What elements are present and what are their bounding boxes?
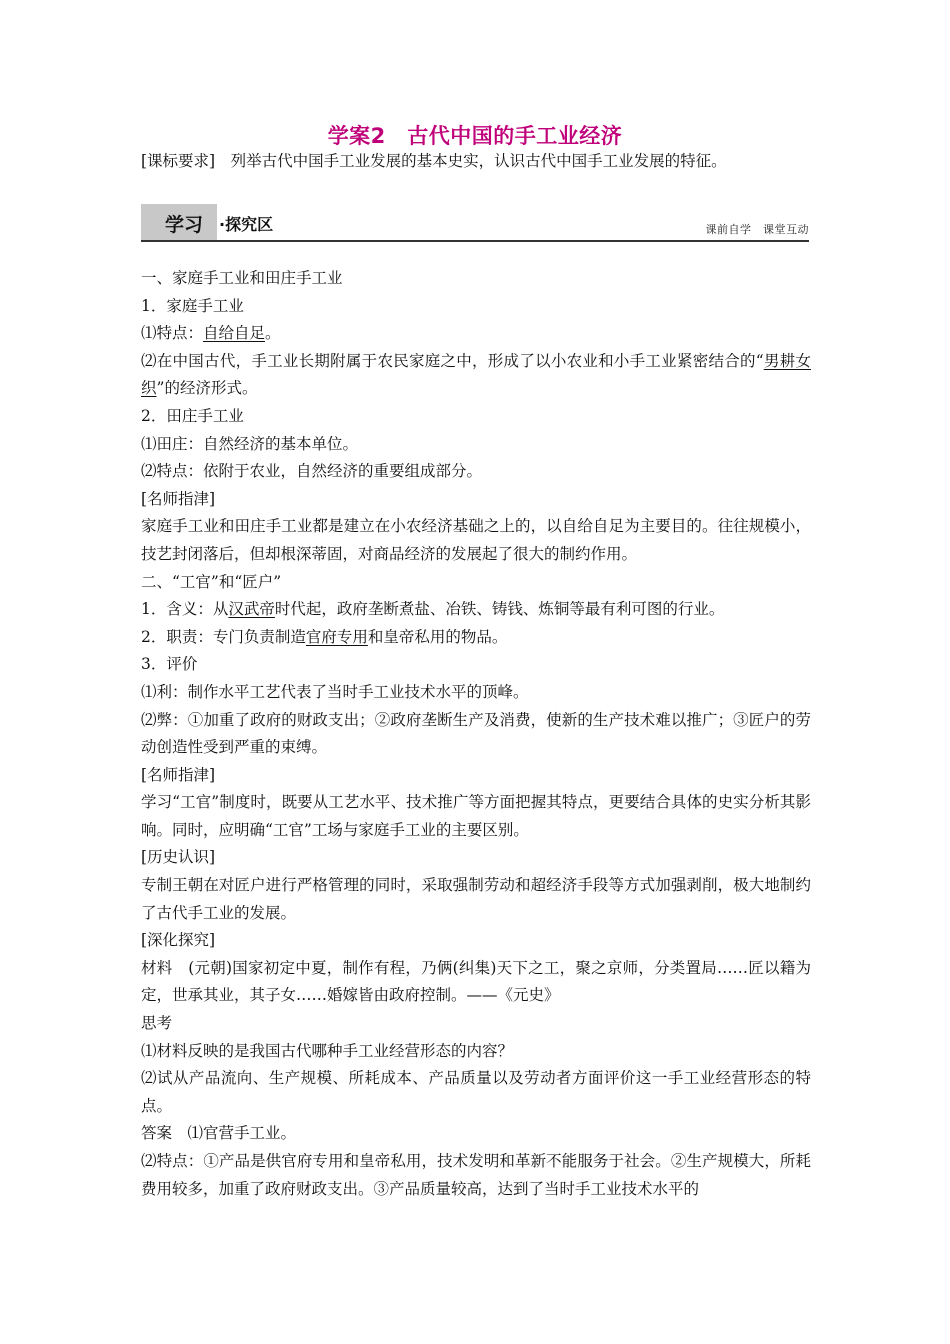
text-span: ⑵在中国古代，手工业长期附属于农民家庭之中，形成了以小农业和小手工业紧密结合的“ xyxy=(141,351,764,370)
teacher-tip-text-2: 学习“工官”制度时，既要从工艺水平、技术推广等方面把握其特点，更要结合具体的史实分析其影响。同时，应明确“工官”工场与家庭手工业的主要区别。 xyxy=(141,793,811,839)
think-label: 思考 xyxy=(141,1014,173,1033)
paragraph-economy-form xyxy=(141,348,811,403)
underlined-term: 汉武帝 xyxy=(228,600,275,619)
text-span: 2．职责：专门负责制造 xyxy=(141,627,306,646)
page-title: 学案2 古代中国的手工业经济 xyxy=(327,124,623,148)
curriculum-requirement xyxy=(141,150,811,172)
subheading-family-handicraft: 1．家庭手工业 xyxy=(141,296,244,315)
banner-right-label: 课前自学 课堂互动 xyxy=(705,223,809,236)
section-banner xyxy=(141,204,809,242)
deep-inquiry-label: [深化探究] xyxy=(141,931,216,950)
subheading-evaluation: 3．评价 xyxy=(141,655,198,674)
teacher-tip-label: [名师指津] xyxy=(141,489,216,508)
text-span: 时代起，政府垄断煮盐、冶铁、铸钱、炼铜等最有利可图的行业。 xyxy=(274,600,725,619)
subheading-manor-handicraft: 2．田庄手工业 xyxy=(141,406,244,425)
banner-title: 学习 xyxy=(165,214,204,236)
answer-2: ⑵特点：①产品是供官府专用和皇帝私用，技术发明和革新不能服务于社会。②生产规模大，所耗费用较多，加重了政府财政支出。③产品质量较高，达到了当时手工业技术水平的 xyxy=(141,1152,811,1198)
teacher-tip-text: 家庭手工业和田庄手工业都是建立在小农经济基础之上的，以自给自足为主要目的。往往规模小，技艺封闭落后，但却根深蒂固，对商品经济的发展起了很大的制约作用。 xyxy=(141,517,811,563)
history-insight-label: [历史认识] xyxy=(141,848,216,867)
question-2: ⑵试从产品流向、生产规模、所耗成本、产品质量以及劳动者方面评价这一手工业经营形态的特点。 xyxy=(141,1069,811,1115)
curriculum-requirement-text: 列举古代中国手工业发展的基本史实，认识古代中国手工业发展的特征。 xyxy=(215,152,727,170)
underlined-term: 官府专用 xyxy=(305,627,368,646)
history-insight-text: 专制王朝在对匠户进行严格管理的同时，采取强制劳动和超经济手段等方式加强剥削，极大地制约了古代手工业的发展。 xyxy=(141,876,811,922)
question-1: ⑴材料反映的是我国古代哪种手工业经营形态的内容？ xyxy=(141,1041,514,1060)
paragraph-feature xyxy=(141,320,811,348)
paragraph-manor-feature: ⑵特点：依附于农业，自然经济的重要组成部分。 xyxy=(141,462,483,481)
paragraph-duty xyxy=(141,624,811,652)
paragraph-advantage: ⑴利：制作水平工艺代表了当时手工业技术水平的顶峰。 xyxy=(141,682,529,701)
text-span: ⑴特点： xyxy=(141,324,204,343)
underlined-term: 自给自足 xyxy=(203,324,266,343)
paragraph-manor: ⑴田庄：自然经济的基本单位。 xyxy=(141,434,359,453)
paragraph-disadvantage: ⑵弊：①加重了政府的财政支出；②政府垄断生产及消费，使新的生产技术难以推广；③匠户的劳动创造性受到严重的束缚。 xyxy=(141,710,811,757)
text-span: 1．含义：从 xyxy=(141,600,229,619)
banner-divider xyxy=(141,240,809,242)
text-span: ”的经济形式。 xyxy=(156,379,258,398)
curriculum-requirement-label: [课标要求] xyxy=(141,152,216,170)
answer-1: 答案 ⑴官营手工业。 xyxy=(141,1124,297,1143)
teacher-tip-label-2: [名师指津] xyxy=(141,765,216,784)
document-body xyxy=(141,265,811,1203)
banner-subtitle: ·探究区 xyxy=(219,215,274,234)
material-text: 材料 (元朝)国家初定中夏，制作有程，乃俩(纠集)天下之工，聚之京师，分类置局……匠以籍为定，世承其业，其子女……婚嫁皆由政府控制。——《元史》 xyxy=(141,958,811,1005)
section-heading-1: 一、家庭手工业和田庄手工业 xyxy=(141,269,343,287)
paragraph-meaning xyxy=(141,596,811,624)
underlined-term: 男耕女织 xyxy=(141,351,811,398)
text-span: 和皇帝私用的物品。 xyxy=(367,627,508,646)
section-heading-2: 二、“工官”和“匠户” xyxy=(141,572,282,591)
text-span: 。 xyxy=(265,324,281,343)
